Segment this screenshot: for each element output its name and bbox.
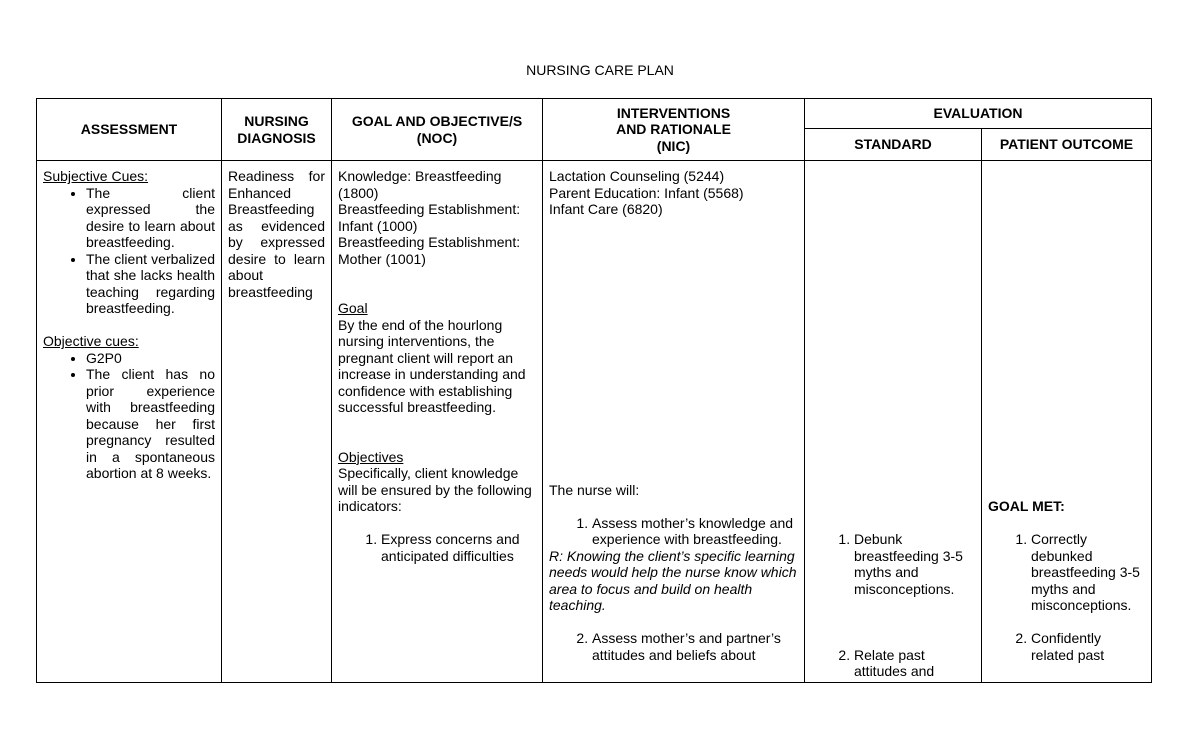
goal-met-label: GOAL MET: <box>988 498 1065 514</box>
standard-list-1 <box>811 531 975 597</box>
header-assessment: ASSESSMENT <box>37 99 222 161</box>
outcome-list-2 <box>988 630 1145 663</box>
noc-item: Knowledge: Breastfeeding (1800) <box>338 168 502 201</box>
list-item: 1. Correctly debunked breastfeeding 3-5 myths and misconceptions. <box>1031 531 1145 614</box>
goal-label: Goal <box>338 300 368 316</box>
outcome-list-1 <box>988 531 1145 614</box>
rationale-text: R: Knowing the client’s specific learning needs would help the nurse know which area to focus and build on health teaching. <box>549 547 797 613</box>
nic-item: Infant Care (6820) <box>549 201 663 217</box>
list-item: 2. Assess mother’s and partner’s attitudes and beliefs about <box>592 630 798 663</box>
goal-cell <box>332 161 543 683</box>
interventions-cell <box>543 161 805 683</box>
list-item: 1. Debunk breastfeeding 3-5 myths and misconceptions. <box>854 531 975 597</box>
assessment-cell <box>37 161 222 683</box>
diagnosis-cell <box>222 161 332 683</box>
noc-item: Breastfeeding Establishment: Infant (1000) <box>338 201 521 234</box>
objective-cues-list <box>43 350 215 482</box>
header-patient-outcome: PATIENT OUTCOME <box>982 129 1152 161</box>
intervention-list-2 <box>549 630 798 663</box>
patient-outcome-cell <box>982 161 1152 683</box>
objective-indicators <box>338 531 536 564</box>
diagnosis-text: Readiness for Enhanced Breastfeeding as evidenced by expressed desire to learn about breastfeeding <box>228 168 325 300</box>
objectives-label: Objectives <box>338 448 404 465</box>
objectives-text: Specifically, client knowledge will be ensured by the following indicators: <box>338 465 532 514</box>
header-evaluation: EVALUATION <box>805 99 1152 129</box>
list-item: • The client verbalized that she lacks health teaching regarding breastfeeding. <box>86 251 215 317</box>
nic-item: Parent Education: Infant (5568) <box>549 184 744 201</box>
subjective-cues-label: Subjective Cues: <box>43 168 149 184</box>
intervention-list-1 <box>549 515 798 548</box>
header-interventions: INTERVENTIONS AND RATIONALE (NIC) <box>543 99 805 161</box>
header-goal-objectives: GOAL AND OBJECTIVE/S (NOC) <box>332 99 543 161</box>
page-title: NURSING CARE PLAN <box>526 62 674 78</box>
nursing-care-plan-table <box>36 98 1152 683</box>
nic-item: Lactation Counseling (5244) <box>549 168 725 184</box>
standard-list-2 <box>811 647 975 680</box>
list-item: 1. Express concerns and anticipated difficulties <box>381 531 536 564</box>
header-nursing-diagnosis: NURSING DIAGNOSIS <box>222 99 332 161</box>
noc-item: Breastfeeding Establishment: Mother (1001) <box>338 234 521 267</box>
standard-cell <box>805 161 982 683</box>
goal-text: By the end of the hourlong nursing interventions, the pregnant client will report an increase in understanding and confidence with establishing successful breastfeeding. <box>338 316 526 415</box>
header-standard: STANDARD <box>805 129 982 161</box>
objective-cues-label: Objective cues: <box>43 333 139 349</box>
list-item: 1. Assess mother’s knowledge and experience with breastfeeding. <box>592 515 798 548</box>
list-item: • The client has no prior experience with breastfeeding because her first pregnancy resulted in a spontaneous abortion at 8 weeks. <box>86 366 215 482</box>
list-item: • The client expressed the desire to learn about breastfeeding. <box>86 185 215 251</box>
subjective-cues-list <box>43 185 215 317</box>
interventions-intro: The nurse will: <box>549 481 640 498</box>
list-item: • G2P0 <box>86 350 215 367</box>
list-item: 2. Relate past attitudes and <box>854 647 975 680</box>
list-item: 2. Confidently related past <box>1031 630 1145 663</box>
